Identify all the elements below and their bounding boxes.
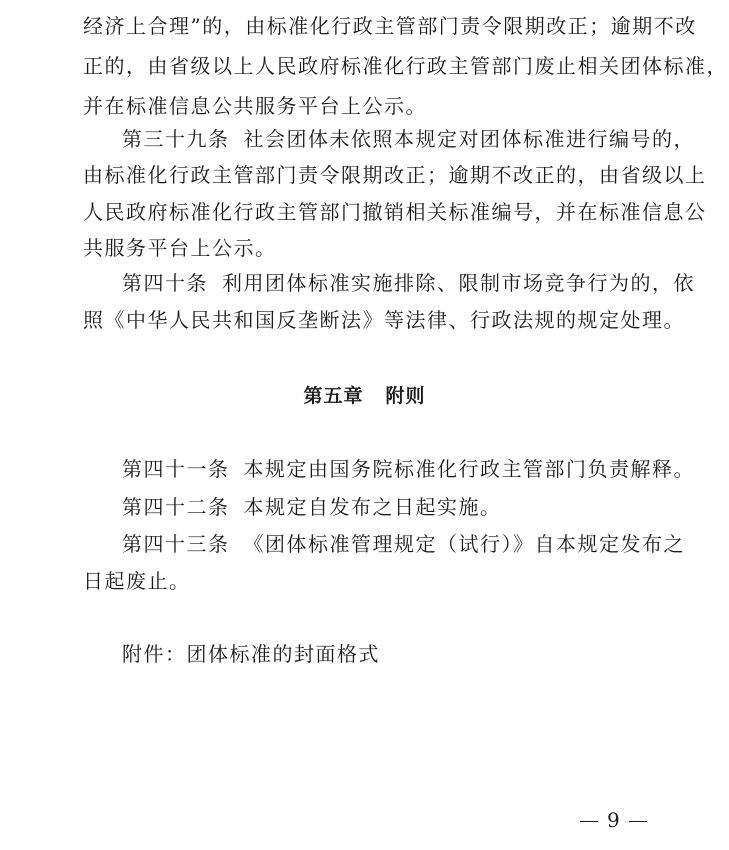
article-42	[122, 495, 502, 519]
article-text: 本规定由国务院标准化行政主管部门负责解释。	[243, 457, 695, 481]
article-number: 第四十一条	[122, 457, 230, 481]
dash	[580, 821, 598, 822]
article-39	[122, 127, 695, 151]
page-number	[580, 808, 647, 832]
body-line: 由标准化行政主管部门责令限期改正；逾期不改正的，由省级以上	[83, 163, 707, 187]
body-line: 照《中华人民共和国反垄断法》等法律、行政法规的规定处理。	[83, 308, 685, 332]
article-text: 本规定自发布之日起实施。	[243, 495, 502, 519]
chapter-heading	[0, 384, 729, 408]
article-40	[122, 271, 695, 295]
article-number: 第四十三条	[122, 532, 230, 556]
body-line: 日起废止。	[83, 569, 191, 593]
chapter-number: 第五章	[303, 385, 364, 407]
attachment-label: 附件：	[122, 642, 187, 666]
article-41	[122, 457, 695, 481]
article-text: 《团体标准管理规定（试行）》自本规定发布之	[243, 532, 685, 556]
article-number: 第四十条	[122, 271, 208, 295]
body-line: 人民政府标准化行政主管部门撤销相关标准编号，并在标准信息公	[83, 200, 707, 224]
article-43	[122, 532, 685, 556]
article-number: 第三十九条	[122, 127, 230, 151]
body-line: 经济上合理”的，由标准化行政主管部门责令限期改正；逾期不改	[83, 14, 697, 38]
body-line: 正的，由省级以上人民政府标准化行政主管部门废止相关团体标准，	[83, 54, 728, 78]
chapter-title: 附则	[385, 385, 426, 407]
attachment-note	[122, 642, 380, 666]
article-number: 第四十二条	[122, 495, 230, 519]
article-text: 利用团体标准实施排除、限制市场竞争行为的，依	[222, 271, 695, 295]
article-text: 社会团体未依照本规定对团体标准进行编号的，	[243, 127, 695, 151]
attachment-text: 团体标准的封面格式	[186, 642, 380, 666]
body-line: 并在标准信息公共服务平台上公示。	[83, 94, 427, 118]
body-line: 共服务平台上公示。	[83, 236, 277, 260]
page-number-value: 9	[607, 808, 620, 832]
dash	[629, 821, 647, 822]
